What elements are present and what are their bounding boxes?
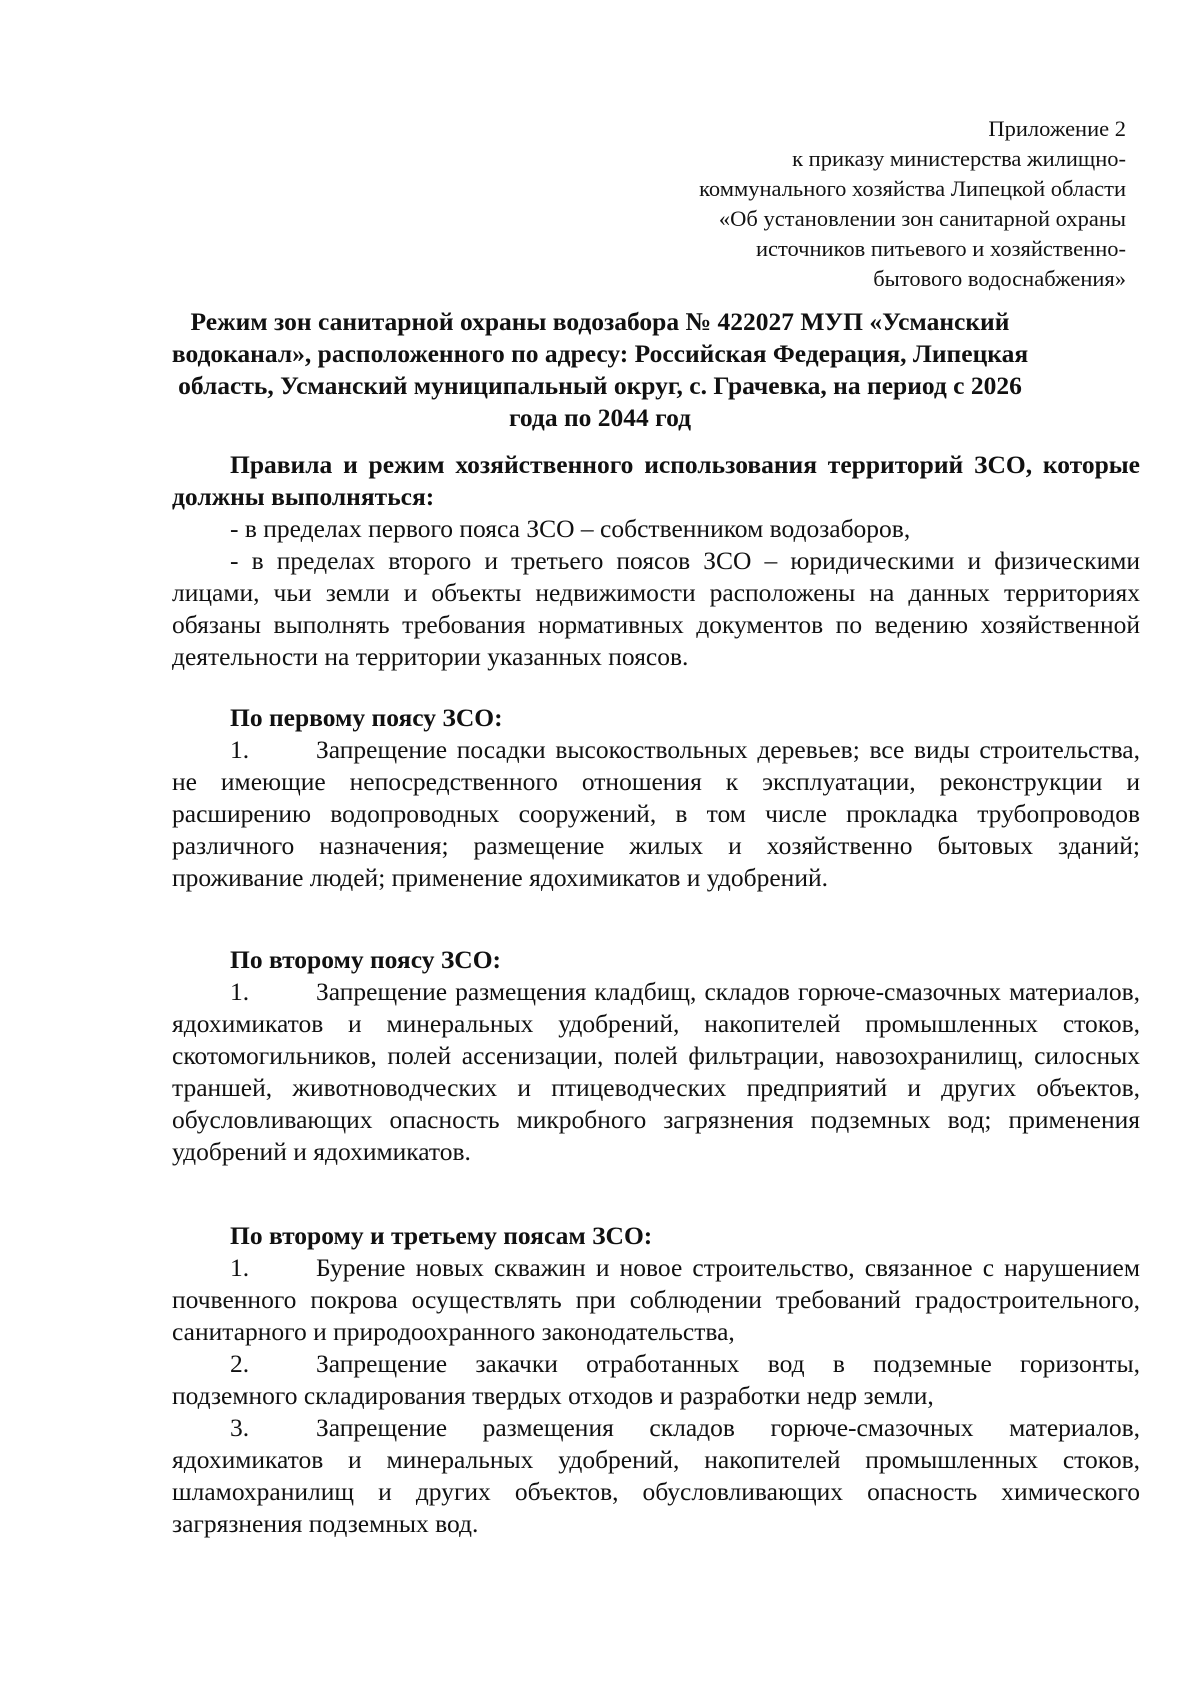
appendix-line: «Об установлении зон санитарной охраны [718,206,1126,231]
title-line: водоканал», расположенного по адресу: Российская Федерация, Липецкая [171,339,1029,368]
appendix-line: коммунального хозяйства Липецкой области [699,176,1126,201]
item-text: Запрещение размещения кладбищ, складов горюче-смазочных материалов, ядохимикатов и минеральных удобрений, накопителей промышленных стоков, скотомогильников, полей ассенизации, полей фильтрации, навозохранилищ, силосных траншей, животноводческих и птицеводческих предприятий и других объектов, обусловливающих опасность микробного загрязнения подземных вод; применения удобрений и ядохимикатов. [172,977,1140,1166]
list-item [172,734,1140,894]
title-line: года по 2044 год [508,403,692,432]
document-title [100,306,1100,434]
second-third-belts-heading: По второму и третьему поясам ЗСО: [230,1221,653,1250]
first-belt-heading: По первому поясу ЗСО: [230,703,503,732]
second-belt-heading: По второму поясу ЗСО: [230,945,502,974]
list-item [172,1412,1140,1540]
list-item [172,1348,1140,1412]
item-number: 1. [230,1253,250,1282]
item-text: Запрещение закачки отработанных вод в подземные горизонты, подземного складирования твердых отходов и разработки недр земли, [172,1349,1140,1410]
appendix-line: источников питьевого и хозяйственно- [755,236,1126,261]
appendix-line: к приказу министерства жилищно- [792,146,1126,171]
appendix-line: Приложение 2 [988,116,1126,141]
item-text: Бурение новых скважин и новое строительство, связанное с нарушением почвенного покрова осуществлять при соблюдении требований градостроительного, санитарного и природоохранного законодательства, [172,1253,1140,1346]
item-text: Запрещение посадки высокоствольных деревьев; все виды строительства, не имеющие непосредственного отношения к эксплуатации, реконструкции и расширению водопроводных сооружений, в том числе прокладка трубопроводов различного назначения; размещение жилых и хозяйственно бытовых зданий; проживание людей; применение ядохимикатов и удобрений. [172,735,1140,892]
list-item [172,976,1140,1168]
usage-rules-heading: Правила и режим хозяйственного использования территорий ЗСО, которые должны выполняться: [172,450,1140,511]
appendix-reference [566,114,1126,294]
appendix-line: бытового водоснабжения» [873,266,1126,291]
first-belt-responsibility: - в пределах первого пояса ЗСО – собственником водозаборов, [230,514,911,543]
second-belt-section [172,944,1140,1168]
title-line: Режим зон санитарной охраны водозабора № 422027 МУП «Усманский [190,307,1010,336]
second-third-belt-responsibility: - в пределах второго и третьего поясов ЗСО – юридическими и физическими лицами, чьи земли и объекты недвижимости расположены на данных территориях обязаны выполнять требования нормативных документов по ведению хозяйственной деятельности на территории указанных поясов. [172,546,1140,671]
second-third-belts-section [172,1220,1140,1540]
item-number: 3. [230,1413,250,1442]
item-number: 1. [230,977,250,1006]
item-number: 1. [230,735,250,764]
item-number: 2. [230,1349,250,1378]
title-line: область, Усманский муниципальный округ, с. Грачевка, на период с 2026 [178,371,1022,400]
usage-rules-section [172,449,1140,673]
item-text: Запрещение размещения складов горюче-смазочных материалов, ядохимикатов и минеральных удобрений, накопителей промышленных стоков, шламохранилищ и других объектов, обусловливающих опасность химического загрязнения подземных вод. [172,1413,1140,1538]
first-belt-section [172,702,1140,894]
list-item [172,1252,1140,1348]
